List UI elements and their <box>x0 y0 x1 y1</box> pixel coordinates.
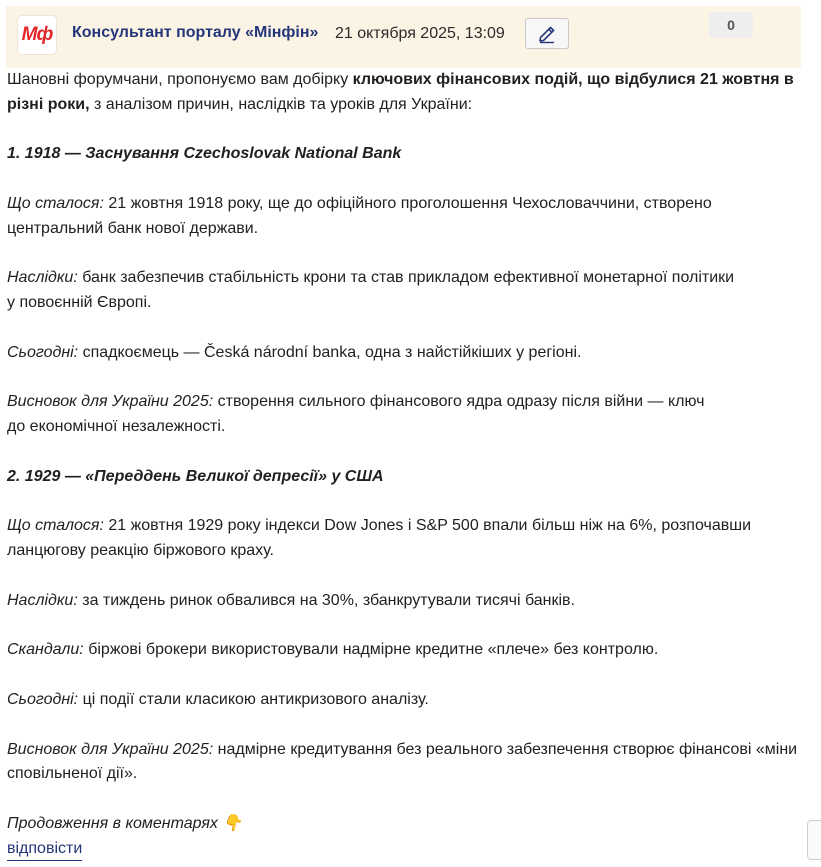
minfin-logo-avatar[interactable] <box>18 16 56 54</box>
label-consequences: Наслідки: <box>7 269 78 287</box>
section-2-scandals <box>7 638 807 663</box>
pencil-icon <box>537 24 557 44</box>
text-line: надмірне кредитування без реального забезпечення створює фінансові «міни <box>213 740 798 758</box>
intro-bold-text: ключових фінансових подій, що відбулися 21 жовтня в різні роки, <box>7 71 794 113</box>
text-line: ланцюгову реакцію біржового краху. <box>7 542 274 560</box>
continuation-note <box>7 812 807 837</box>
label-scandals: Скандали: <box>7 641 84 659</box>
section-1-what-happened <box>7 192 807 242</box>
text-line: спадкоємець — Česká národní banka, одна з найстійкіших у регіоні. <box>78 343 582 361</box>
text-line: сповільненої дії». <box>7 765 138 783</box>
section-1-today <box>7 341 807 366</box>
post-header <box>6 6 801 68</box>
text-line: ці події стали класикою антикризового аналізу. <box>78 690 429 708</box>
post-content <box>7 68 807 837</box>
text-line: створення сильного фінансового ядра одразу після війни — ключ <box>213 393 705 411</box>
section-1-conclusion <box>7 390 807 440</box>
label-conclusion: Висновок для України 2025: <box>7 740 214 758</box>
side-panel-tab[interactable] <box>807 820 821 860</box>
text-line: центральний банк нової держави. <box>7 219 259 237</box>
section-2-today <box>7 688 807 713</box>
section-1-consequences <box>7 266 807 316</box>
text-line: 21 жовтня 1929 року індекси Dow Jones і S&P 500 впали більш ніж на 6%, розпочавши <box>103 517 752 535</box>
label-today: Сьогодні: <box>7 690 79 708</box>
intro-text-2: з аналізом причин, наслідків та уроків для України: <box>89 95 473 113</box>
section-2-what-happened <box>7 514 807 564</box>
text-line: у повоєнній Європі. <box>7 294 152 312</box>
section-1-heading: 1. 1918 — Заснування Czechoslovak National Bank <box>7 145 402 163</box>
intro-paragraph <box>7 68 807 118</box>
text-line: банк забезпечив стабільність крони та став прикладом ефективної монетарної політики <box>77 269 735 287</box>
text-line: до економічної незалежності. <box>7 418 226 436</box>
label-consequences: Наслідки: <box>7 591 78 609</box>
label-what-happened: Що сталося: <box>7 517 104 535</box>
edit-button[interactable] <box>525 18 569 49</box>
text-line: за тиждень ринок обвалився на 30%, збанкрутували тисячі банків. <box>77 591 575 609</box>
minfin-logo-text: Мф <box>21 24 53 45</box>
continuation-text: Продовження в коментарях 👇 <box>7 814 243 832</box>
label-conclusion: Висновок для України 2025: <box>7 393 214 411</box>
intro-text-1: Шановні форумчани, пропонуємо вам добірку <box>7 71 353 88</box>
post-date: 21 октября 2025, 13:09 <box>335 25 505 42</box>
section-2-heading: 2. 1929 — «Переддень Великої депресії» у США <box>7 467 384 485</box>
section-2-consequences <box>7 589 807 614</box>
author-name-link[interactable]: Консультант порталу «Мінфін» <box>72 24 319 41</box>
text-line: 21 жовтня 1918 року, ще до офіційного проголошення Чехословаччини, створено <box>103 194 712 212</box>
label-today: Сьогодні: <box>7 343 79 361</box>
label-what-happened: Що сталося: <box>7 194 104 212</box>
text-line: біржові брокери використовували надмірне кредитне «плече» без контролю. <box>83 641 659 659</box>
reply-link[interactable]: відповісти <box>7 840 82 861</box>
vote-score-badge[interactable]: 0 <box>709 12 753 38</box>
section-2-conclusion <box>7 738 807 788</box>
